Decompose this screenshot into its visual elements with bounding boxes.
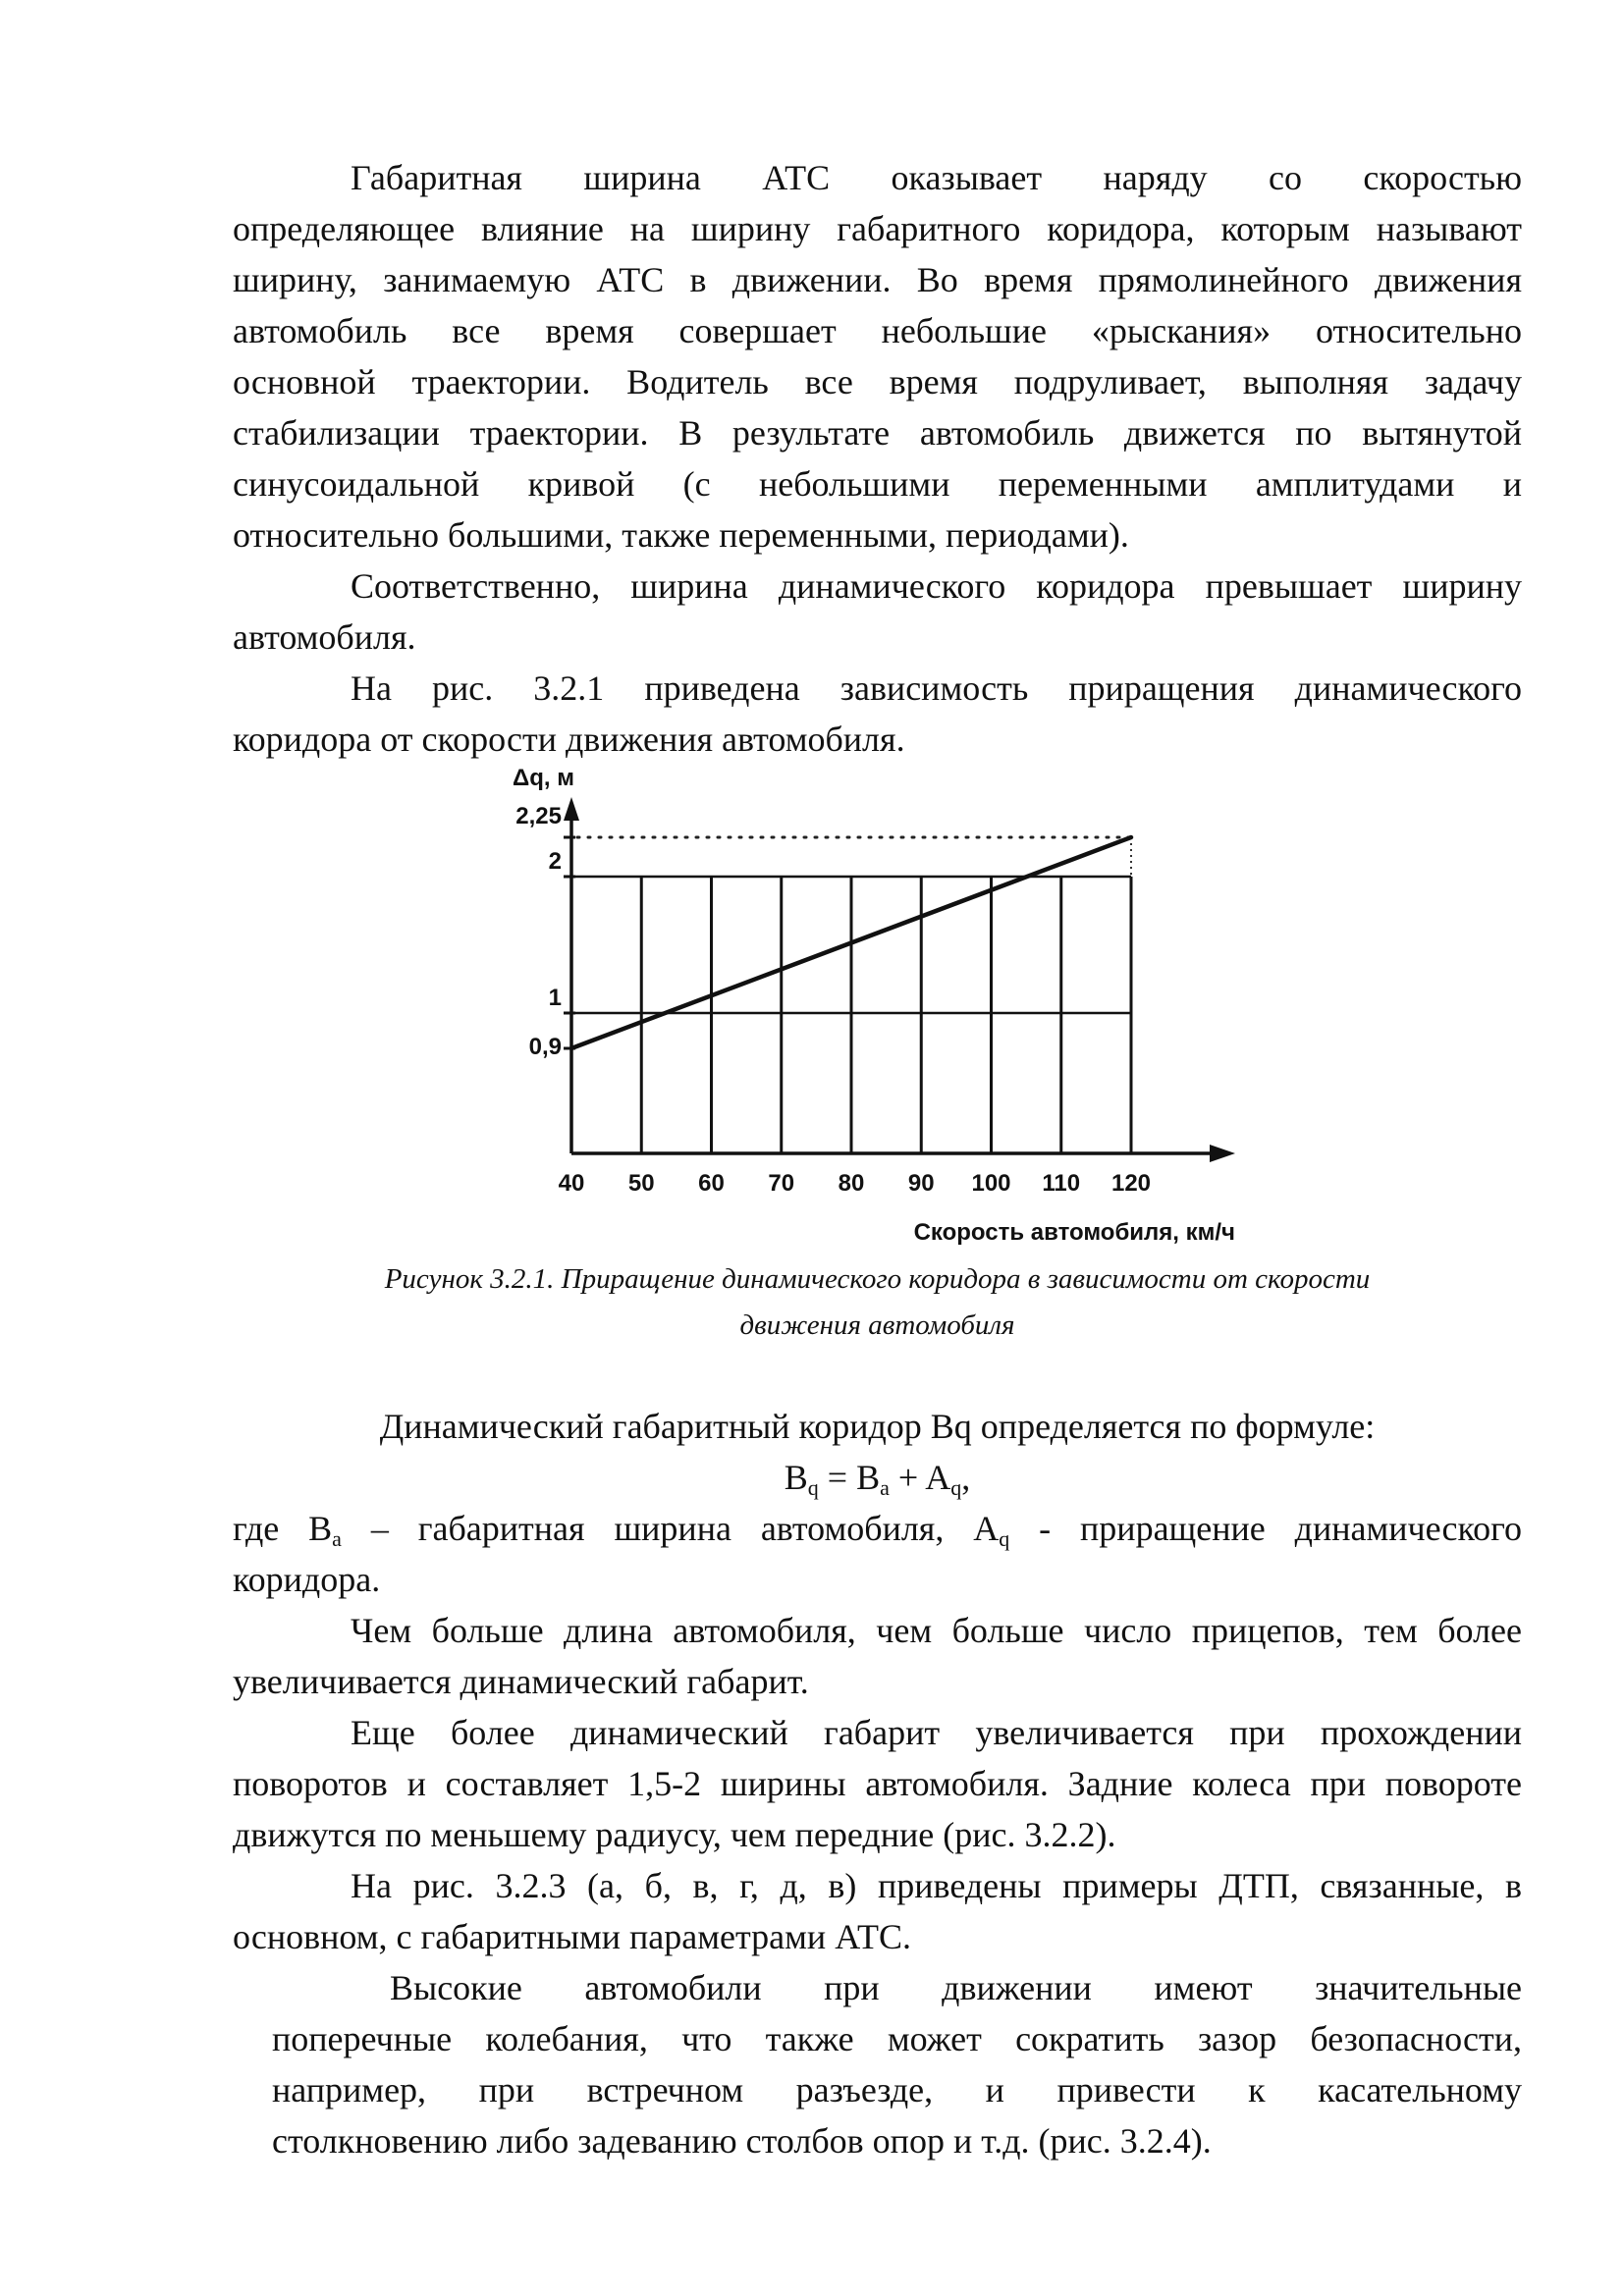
text-line: коридора от скорости движения автомобиля. (233, 720, 905, 759)
text-line: На рис. 3.2.1 приведена зависимость приращения динамического (351, 668, 1522, 708)
figure-caption (233, 1256, 1522, 1349)
x-tick-label: 40 (558, 1170, 585, 1197)
text-line: увеличивается динамический габарит. (233, 1662, 809, 1701)
subscript: q (999, 1526, 1010, 1551)
text-line: Динамический габаритный коридор Bq определяется по формуле: (379, 1407, 1376, 1446)
x-tick-label: 50 (627, 1170, 655, 1197)
formula-term-1: B (856, 1458, 881, 1497)
formula-plus: + (889, 1458, 926, 1497)
caption-line-2: движения автомобиля (739, 1309, 1015, 1341)
text-line: На рис. 3.2.3 (а, б, в, г, д, в) приведены примеры ДТП, связанные, в (351, 1866, 1522, 1905)
x-tick-label: 70 (768, 1170, 795, 1197)
text-line: например, при встречном разъезде, и привести к касательному (272, 2070, 1522, 2109)
paragraph-5 (233, 1503, 1522, 1605)
text-line: коридора. (233, 1560, 381, 1599)
text-line: Габаритная ширина АТС оказывает наряду со скоростью (351, 158, 1522, 197)
text-line: автомобиль все время совершает небольшие «рыскания» относительно (233, 311, 1522, 350)
text-line: Высокие автомобили при движении имеют значительные (390, 1968, 1522, 2007)
caption-line-1: Рисунок 3.2.1. Приращение динамического коридора в зависимости от скорости (384, 1263, 1371, 1295)
y-tick-label: 0,9 (528, 1034, 562, 1060)
y-tick-label: 2,25 (515, 803, 562, 829)
x-tick-label: 90 (907, 1170, 935, 1197)
paragraph-6 (233, 1605, 1522, 1707)
text-run: - приращение динамического (1009, 1509, 1523, 1548)
x-tick-label: 100 (971, 1170, 1011, 1197)
text-line: Чем больше длина автомобиля, чем больше число прицепов, тем более (351, 1611, 1522, 1650)
x-axis-label: Скорость автомобиля, км/ч (913, 1219, 1235, 1246)
formula-term-2-sub: q (950, 1475, 962, 1500)
subscript: a (332, 1526, 342, 1551)
x-tick-label: 120 (1110, 1170, 1152, 1197)
paragraph-8 (233, 1860, 1522, 1962)
text-line: ширину, занимаемую АТС в движении. Во время прямолинейного движения (233, 260, 1522, 299)
grid-layer (564, 837, 1131, 1153)
x-axis-arrow-icon (1210, 1145, 1235, 1162)
x-tick-label: 80 (838, 1170, 865, 1197)
formula-term-2: A (925, 1458, 951, 1497)
formula (233, 1452, 1522, 1503)
text-run: – габаритная ширина автомобиля, A (341, 1509, 1000, 1548)
text-line: поперечные колебания, что также может сократить зазор безопасности, (272, 2019, 1522, 2058)
text-line: основном, с габаритными параметрами АТС. (233, 1917, 912, 1956)
paragraph-9 (272, 1962, 1522, 2166)
paragraph-7 (233, 1707, 1522, 1860)
text-run: где B (233, 1509, 333, 1548)
y-axis-arrow-icon (564, 797, 579, 821)
text-line: Соответственно, ширина динамического коридора превышает ширину (351, 566, 1522, 606)
formula-eq: = (818, 1458, 857, 1497)
text-line: стабилизации траектории. В результате автомобиль движется по вытянутой (233, 413, 1522, 453)
text-line: относительно большими, также переменными, периодами). (233, 515, 1129, 555)
formula-tail: , (961, 1458, 971, 1497)
x-tick-label: 110 (1042, 1170, 1081, 1197)
text-line (233, 1503, 1522, 1554)
formula-lhs: B (784, 1458, 808, 1497)
text-line: основной траектории. Водитель все время подруливает, выполняя задачу (233, 362, 1522, 401)
formula-term-1-sub: a (880, 1475, 890, 1500)
text-line: движутся по меньшему радиусу, чем передние (рис. 3.2.2). (233, 1815, 1116, 1854)
text-line: автомобиля. (233, 617, 416, 657)
axes-layer (564, 797, 1235, 1162)
y-tick-label: 2 (548, 848, 562, 875)
text-line: Еще более динамический габарит увеличивается при прохождении (351, 1713, 1522, 1752)
text-line: синусоидальной кривой (с небольшими переменными амплитудами и (233, 464, 1522, 504)
y-tick-label: 1 (548, 985, 562, 1011)
formula-lhs-sub: q (807, 1475, 819, 1500)
text-line: определяющее влияние на ширину габаритного коридора, которым называют (233, 209, 1522, 248)
text-line: столкновению либо задеванию столбов опор и т.д. (рис. 3.2.4). (272, 2121, 1212, 2161)
x-tick-label: 60 (698, 1170, 725, 1197)
y-axis-label: Δq, м (513, 765, 574, 791)
text-line: поворотов и составляет 1,5-2 ширины автомобиля. Задние колеса при повороте (233, 1764, 1522, 1803)
paragraph-4 (233, 1401, 1522, 1452)
